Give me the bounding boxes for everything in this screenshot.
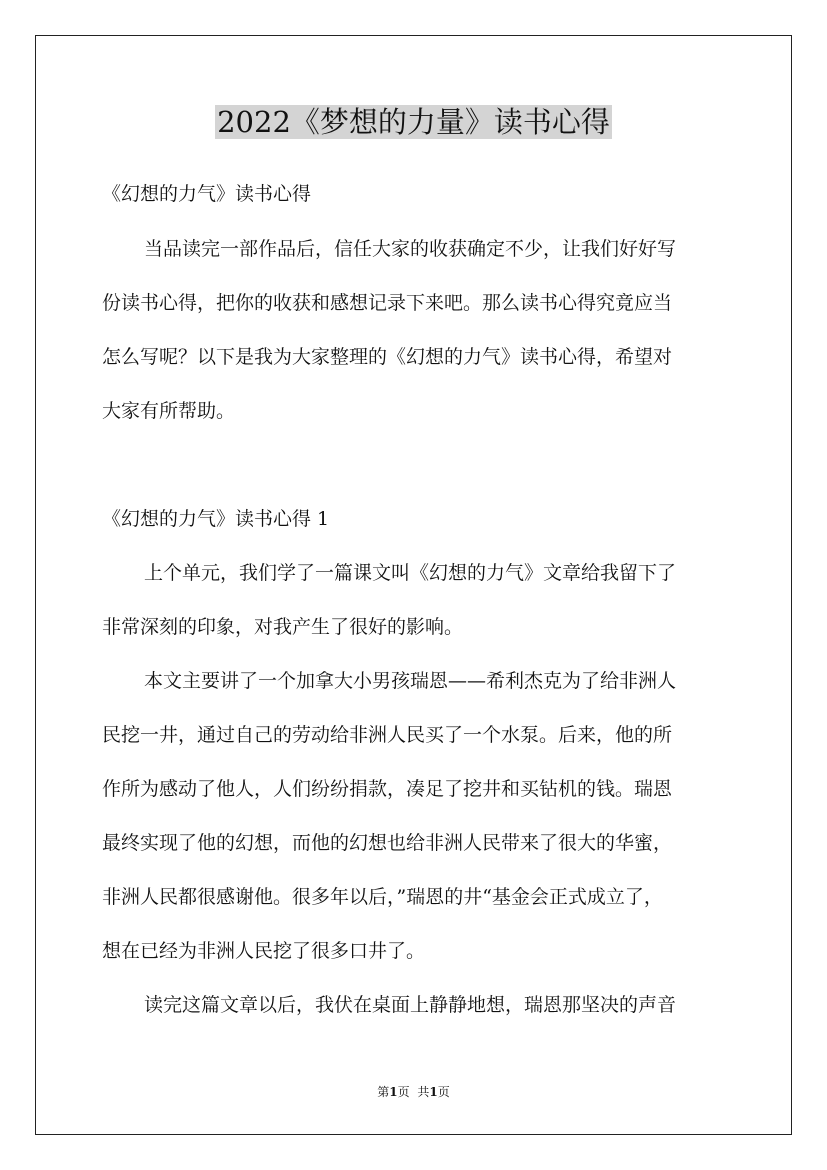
paragraph-line: 作所为感动了他人，人们纷纷捐款，凑足了挖井和买钻机的钱。瑞恩 [102, 778, 673, 800]
paragraph-line: 最终实现了他的幻想，而他的幻想也给非洲人民带来了很大的华蜜， [102, 832, 673, 854]
paragraph-line: 民挖一井，通过自己的劳动给非洲人民买了一个水泵。后来，他的所 [102, 724, 673, 746]
page-label-suffix: 页 [397, 1085, 410, 1099]
total-label-prefix: 共 [417, 1085, 430, 1099]
page-footer [0, 1084, 827, 1100]
section-heading: 《幻想的力气》读书心得 1 [102, 508, 330, 530]
paragraph-line: 想在已经为非洲人民挖了很多口井了。 [102, 940, 426, 962]
paragraph-line: 份读书心得，把你的收获和感想记录下来吧。那么读书心得究竟应当 [102, 292, 673, 314]
document-title-text: 2022《梦想的力量》读书心得 [217, 105, 610, 139]
total-pages: 1 [429, 1085, 438, 1099]
paragraph-line: 大家有所帮助。 [102, 400, 236, 422]
page-label-prefix: 第 [377, 1085, 390, 1099]
paragraph-line: 非常深刻的印象，对我产生了很好的影响。 [102, 616, 464, 638]
paragraph-line: 当品读完一部作品后，信任大家的收获确定不少，让我们好好写 [144, 238, 677, 260]
section-heading: 《幻想的力气》读书心得 [102, 183, 312, 205]
paragraph-line: 读完这篇文章以后，我伏在桌面上静静地想，瑞恩那坚决的声音 [144, 994, 677, 1016]
paragraph-line: 怎么写呢？以下是我为大家整理的《幻想的力气》读书心得，希望对 [102, 346, 673, 368]
total-label-suffix: 页 [437, 1085, 450, 1099]
paragraph-line: 非洲人民都很感谢他。很多年以后，”瑞恩的井“基金会正式成立了， [102, 886, 663, 908]
document-title [0, 102, 827, 142]
page-number: 1 [389, 1085, 398, 1099]
paragraph-line: 本文主要讲了一个加拿大小男孩瑞恩——希利杰克为了给非洲人 [144, 670, 677, 692]
paragraph-line: 上个单元，我们学了一篇课文叫《幻想的力气》文章给我留下了 [144, 562, 677, 584]
